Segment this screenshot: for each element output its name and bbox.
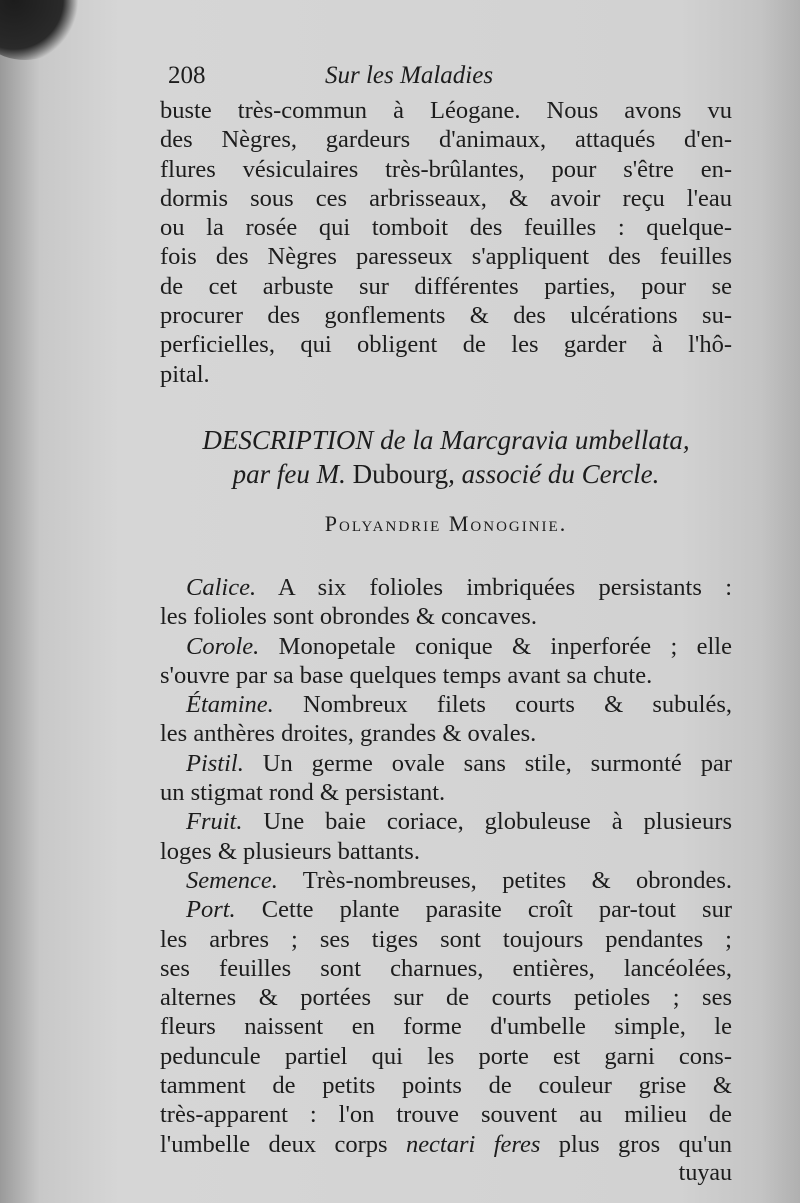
text-line: alternes & portées sur de courts petioles ; ses <box>160 984 732 1012</box>
entry-fruit <box>160 807 732 866</box>
running-title: Sur les Maladies <box>325 62 494 89</box>
text-line: des Nègres, gardeurs d'animaux, attaqués d'en- <box>160 126 732 154</box>
entry-label: Pistil. <box>186 749 244 777</box>
text-line: les folioles sont obrondes & concaves. <box>160 603 537 631</box>
text-line: procurer des gonflements & des ulcérations su- <box>160 302 732 330</box>
heading-suffix: , associé du Cercle. <box>448 458 660 489</box>
section-heading-line1: DESCRIPTION de la Marcgravia umbellata, <box>202 424 690 455</box>
text-block <box>160 62 732 1188</box>
entry-label: Fruit. <box>186 808 243 836</box>
intro-paragraph <box>160 96 732 389</box>
text-line: fois des Nègres paresseux s'appliquent des feuilles <box>160 243 732 271</box>
text-line: Pistil. Un germe ovale sans stile, surmonté par <box>186 749 732 777</box>
text-line: Semence. Très-nombreuses, petites & obrondes. <box>186 866 732 894</box>
entry-label: Semence. <box>186 866 278 894</box>
text-line: Corole. Monopetale conique & inperforée ; elle <box>186 632 732 660</box>
entry-label: Corole. <box>186 632 260 660</box>
entry-etamine <box>160 690 732 749</box>
catchword: tuyau <box>678 1159 732 1186</box>
text-line: loges & plusieurs battants. <box>160 837 420 865</box>
entry-pistil <box>160 749 732 808</box>
text-line: ses feuilles sont charnues, entières, lancéolées, <box>160 954 732 982</box>
text-line: dormis sous ces arbrisseaux, & avoir reçu l'eau <box>160 184 732 212</box>
text-line: un stigmat rond & persistant. <box>160 779 446 807</box>
text-line: très-apparent : l'on trouve souvent au milieu de <box>160 1101 732 1129</box>
text-line: Calice. A six folioles imbriquées persistants : <box>186 573 732 601</box>
text-line: buste très-commun à Léogane. Nous avons vu <box>160 97 732 124</box>
text-line: peduncule partiel qui les porte est garni cons- <box>160 1042 732 1070</box>
section-heading-line2 <box>160 457 732 491</box>
text-line: s'ouvre par sa base quelques temps avant sa chute. <box>160 661 653 689</box>
entry-calice <box>160 573 732 632</box>
text-line: flures vésiculaires très-brûlantes, pour s'être en- <box>160 155 732 183</box>
page-corner-shadow <box>0 0 80 60</box>
text-line: ou la rosée qui tomboit des feuilles : quelque- <box>160 214 732 242</box>
entry-port <box>160 895 732 1159</box>
text-line: Fruit. Une baie coriace, globuleuse à plusieurs <box>186 808 732 836</box>
author-name: Dubourg <box>352 458 449 489</box>
classification-heading: Polyandrie Monoginie. <box>324 510 568 536</box>
entry-label: Port. <box>186 896 236 924</box>
entry-semence <box>160 866 732 895</box>
text-line: tamment de petits points de couleur grise & <box>160 1072 732 1100</box>
text-line: les arbres ; ses tiges sont toujours pendantes ; <box>160 925 732 953</box>
running-head <box>160 62 732 96</box>
heading-prefix: par feu M. <box>232 458 353 489</box>
text-line: l'umbelle deux corps nectari feres plus gros qu'un <box>160 1130 732 1158</box>
text-line: fleurs naissent en forme d'umbelle simple, le <box>160 1013 732 1041</box>
entry-label: Calice. <box>186 573 257 601</box>
text-line: de cet arbuste sur différentes parties, pour se <box>160 272 732 300</box>
text-line: Port. Cette plante parasite croît par-tout sur <box>186 896 732 924</box>
page-number: 208 <box>168 62 206 89</box>
entry-label: Étamine. <box>186 691 274 719</box>
text-line: Étamine. Nombreux filets courts & subulés, <box>186 691 732 719</box>
text-line: les anthères droites, grandes & ovales. <box>160 720 537 748</box>
text-line: perficielles, qui obligent de les garder à l'hô- <box>160 331 732 359</box>
text-line: pital. <box>160 360 210 388</box>
entry-corole <box>160 632 732 691</box>
